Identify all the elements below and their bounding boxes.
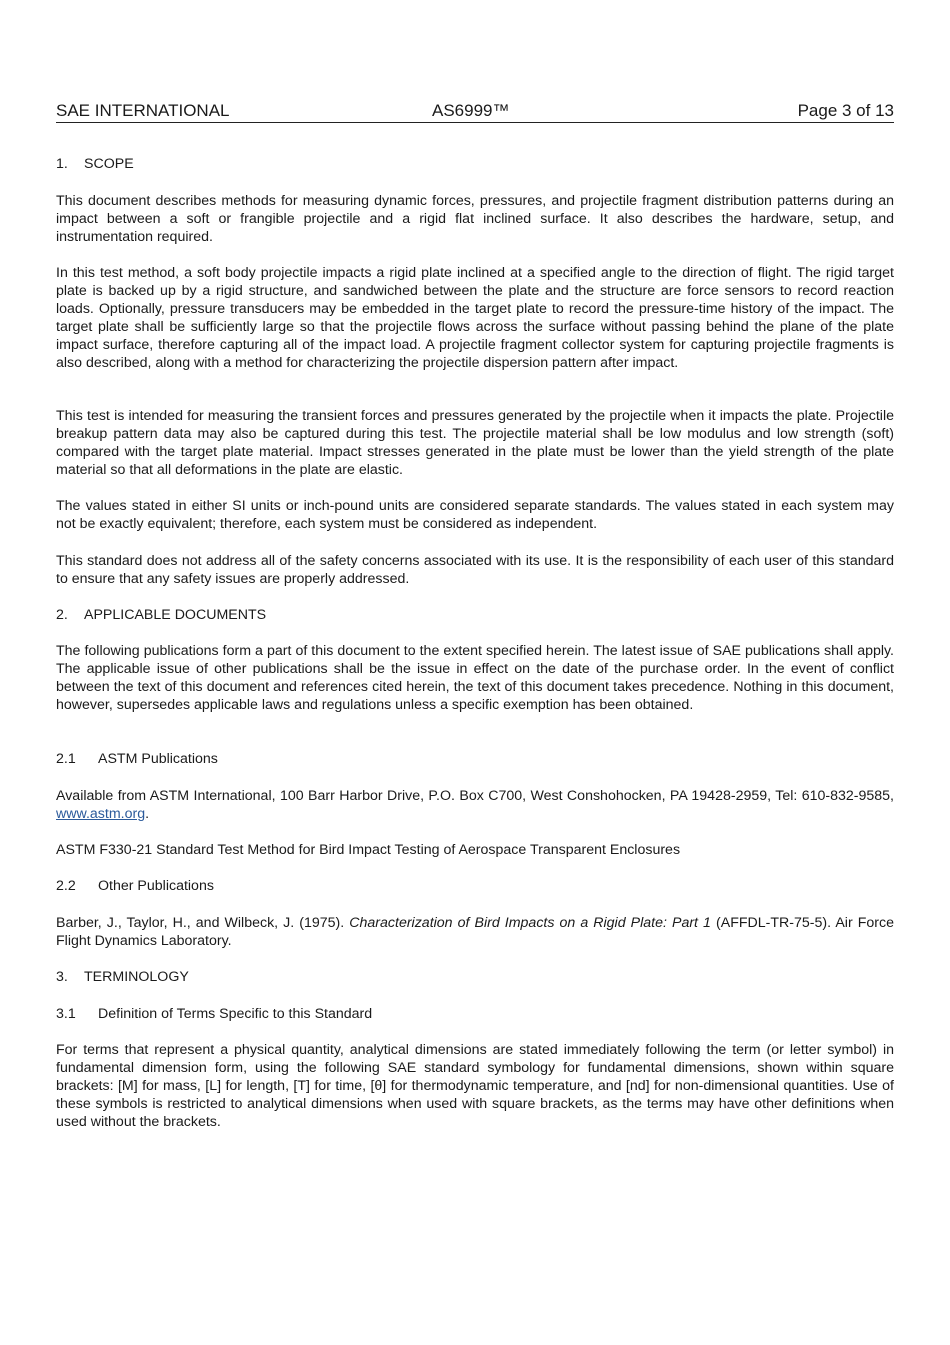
subsection-number: 3.1	[56, 1006, 76, 1022]
scope-paragraph-3: This test is intended for measuring the transient forces and pressures generated by the projectile when it impacts the plate. Projectile breakup pattern data may also be captured during this test. The projectile material shall be low modulus and low strength (soft) compared with the target plate material. Impact stresses generated in the plate must be lower than the yield strength of the plate material so that all deformations in the plate are elastic.	[56, 408, 894, 478]
period-text: .	[145, 806, 150, 822]
header-doc-id: AS6999™	[432, 101, 510, 120]
scope-paragraph-2: In this test method, a soft body projectile impacts a rigid plate inclined at a specified angle to the direction of flight. The rigid target plate is backed up by a rigid structure, and sandwiched between the plate and the structure are force sensors to record reaction loads. Optionally, pressure transducers may be embedded in the target plate to record the pressure-time history of the impact. The target plate shall be sufficiently large so that the projectile flows across the surface without passing behind the plane of the plate impact surface, therefore capturing all of the impact load. A projectile fragment collector system for capturing projectile fragments is also described, along with a method for characterizing the projectile dispersion pattern after impact.	[56, 265, 894, 371]
subsection-2-2-heading	[56, 877, 894, 895]
reference-details: (AFFDL-TR-75-5). Air Force Flight Dynamics Laboratory.	[56, 915, 895, 949]
astm-reference-entry: ASTM F330-21 Standard Test Method for Bird Impact Testing of Aerospace Transparent Enclosures	[56, 842, 681, 858]
section-number: 2.	[56, 607, 68, 623]
section-1-heading	[56, 155, 894, 173]
subsection-number: 2.2	[56, 878, 76, 894]
astm-website-link[interactable]: www.astm.org	[56, 806, 146, 822]
astm-address-text: Available from ASTM International, 100 Barr Harbor Drive, P.O. Box C700, West Conshohocken, PA 19428-2959, Tel: 610-832-9585,	[56, 788, 894, 804]
other-reference-entry	[56, 914, 894, 950]
section-title: TERMINOLOGY	[84, 969, 189, 985]
subsection-2-1-heading	[56, 750, 894, 768]
header-org: SAE INTERNATIONAL	[56, 101, 230, 120]
subsection-title: Other Publications	[98, 878, 214, 894]
subsection-number: 2.1	[56, 751, 76, 767]
section-number: 3.	[56, 969, 68, 985]
subsection-title: Definition of Terms Specific to this Standard	[98, 1006, 373, 1022]
scope-paragraph-5: This standard does not address all of the safety concerns associated with its use. It is the responsibility of each user of this standard to ensure that any safety issues are properly addressed.	[56, 553, 894, 587]
section-2-heading	[56, 606, 894, 624]
page-header	[56, 100, 894, 123]
subsection-3-1-heading	[56, 1005, 894, 1023]
section-3-heading	[56, 968, 894, 986]
section-number: 1.	[56, 156, 68, 172]
terminology-paragraph: For terms that represent a physical quantity, analytical dimensions are stated immediately following the term (or letter symbol) in fundamental dimension form, using the following SAE standard symbology for fundamental dimensions, shown within square brackets: [M] for mass, [L] for length, [T] for time, [θ] for thermodynamic temperature, and [nd] for non-dimensional quantities. Use of these symbols is restricted to analytical dimensions when used with square brackets, as the terms may have other definitions when used without the brackets.	[56, 1042, 894, 1130]
reference-authors: Barber, J., Taylor, H., and Wilbeck, J. (1975).	[56, 915, 350, 931]
applicable-documents-paragraph: The following publications form a part of this document to the extent specified herein. The latest issue of SAE publications shall apply. The applicable issue of other publications shall be the issue in effect on the date of the purchase order. In the event of conflict between the text of this document and references cited herein, the text of this document takes precedence. Nothing in this document, however, supersedes applicable laws and regulations unless a specific exemption has been obtained.	[56, 643, 894, 713]
section-title: SCOPE	[84, 156, 134, 172]
subsection-title: ASTM Publications	[98, 751, 218, 767]
scope-paragraph-4: The values stated in either SI units or inch-pound units are considered separate standards. The values stated in each system may not be exactly equivalent; therefore, each system must be considered as independent.	[56, 498, 894, 532]
section-title: APPLICABLE DOCUMENTS	[84, 607, 267, 623]
astm-availability-paragraph	[56, 787, 894, 823]
header-page-number: Page 3 of 13	[797, 101, 894, 120]
scope-paragraph-1: This document describes methods for measuring dynamic forces, pressures, and projectile fragment distribution patterns during an impact between a soft or frangible projectile and a rigid flat inclined surface. It also describes the hardware, setup, and instrumentation required.	[56, 193, 894, 245]
reference-title: Characterization of Bird Impacts on a Rigid Plate: Part 1	[349, 915, 711, 931]
